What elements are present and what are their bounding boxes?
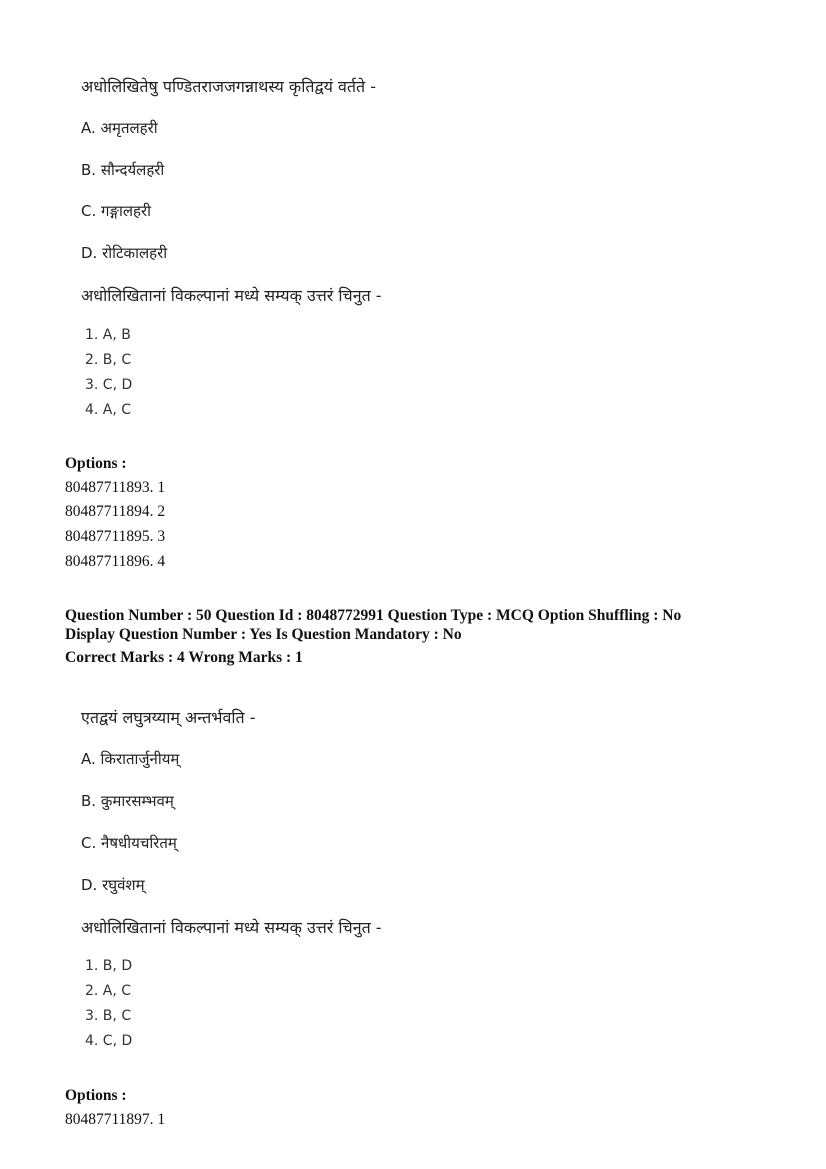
q49-choice-2: 2. B, C <box>85 352 132 368</box>
q50-choice-4: 4. C, D <box>85 1033 133 1049</box>
q50-item-d: D. रघुवंशम् <box>81 876 145 894</box>
q50-meta-line3: Correct Marks : 4 Wrong Marks : 1 <box>65 649 303 666</box>
q49-option-1: 80487711893. 1 <box>65 479 166 496</box>
q50-item-a: A. किरातार्जुनीयम् <box>81 750 180 768</box>
q50-meta-line1: Question Number : 50 Question Id : 8048772991 Question Type : MCQ Option Shuffling : No <box>65 607 682 624</box>
q50-choice-2: 2. A, C <box>85 983 132 999</box>
q49-choice-3: 3. C, D <box>85 377 133 393</box>
q49-item-c: C. गङ्गालहरी <box>81 202 151 220</box>
q49-item-d: D. रोटिकालहरी <box>81 244 168 262</box>
q50-options-label: Options : <box>65 1087 127 1104</box>
q50-item-b: B. कुमारसम्भवम् <box>81 792 174 810</box>
q50-choice-3: 3. B, C <box>85 1008 132 1024</box>
q50-meta-line2: Display Question Number : Yes Is Question Mandatory : No <box>65 626 462 643</box>
q50-stem: एतद्वयं लघुत्रय्याम् अन्तर्भवति - <box>81 708 256 727</box>
q50-instruction: अधोलिखितानां विकल्पानां मध्ये सम्यक् उत्तरं चिनुत - <box>81 918 382 937</box>
q50-option-1: 80487711897. 1 <box>65 1111 166 1128</box>
q49-options-label: Options : <box>65 455 127 472</box>
q49-item-a: A. अमृतलहरी <box>81 119 158 137</box>
q49-option-3: 80487711895. 3 <box>65 528 166 545</box>
q49-instruction: अधोलिखितानां विकल्पानां मध्ये सम्यक् उत्तरं चिनुत - <box>81 286 382 305</box>
q49-stem: अधोलिखितेषु पण्डितराजजगन्नाथस्य कृतिद्वयं वर्तते - <box>81 77 377 96</box>
q49-choice-4: 4. A, C <box>85 402 132 418</box>
q50-item-c: C. नैषधीयचरितम् <box>81 834 177 852</box>
q49-option-2: 80487711894. 2 <box>65 503 166 520</box>
q49-option-4: 80487711896. 4 <box>65 553 166 570</box>
q50-choice-1: 1. B, D <box>85 958 133 974</box>
q49-item-b: B. सौन्दर्यलहरी <box>81 161 165 179</box>
q49-choice-1: 1. A, B <box>85 327 131 343</box>
